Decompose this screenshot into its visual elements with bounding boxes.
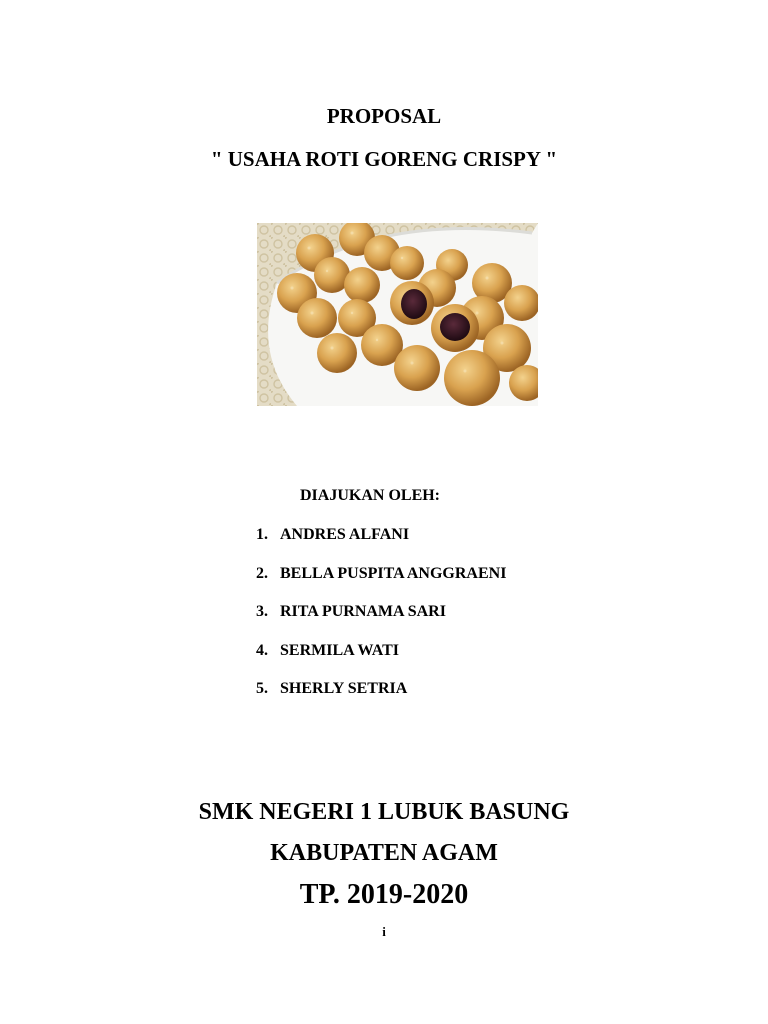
school-year: TP. 2019-2020	[299, 879, 469, 910]
list-item	[256, 642, 506, 681]
member-list	[256, 526, 506, 719]
member-number: 5.	[256, 680, 268, 697]
member-name: SHERLY SETRIA	[280, 680, 408, 697]
school-name: SMK NEGERI 1 LUBUK BASUNG	[198, 799, 570, 825]
member-name: BELLA PUSPITA ANGGRAENI	[280, 564, 507, 582]
proposal-title: " USAHA ROTI GORENG CRISPY "	[210, 147, 558, 171]
list-item	[256, 565, 506, 604]
submitted-by-heading: DIAJUKAN OLEH:	[300, 487, 441, 504]
member-name: ANDRES ALFANI	[280, 526, 410, 543]
proposal-label: PROPOSAL	[326, 104, 442, 128]
regency-name: KABUPATEN AGAM	[270, 840, 498, 866]
list-item	[256, 526, 506, 565]
member-number: 3.	[256, 603, 268, 620]
member-name: RITA PURNAMA SARI	[280, 603, 446, 620]
page-number: i	[382, 924, 386, 939]
fried-bread-photo	[257, 223, 538, 406]
list-item	[256, 603, 506, 642]
member-number: 4.	[256, 641, 268, 659]
member-number: 1.	[256, 526, 268, 543]
fried-bread-balls-icon	[257, 223, 538, 406]
list-item	[256, 680, 506, 719]
member-number: 2.	[256, 564, 268, 582]
member-name: SERMILA WATI	[280, 641, 399, 659]
